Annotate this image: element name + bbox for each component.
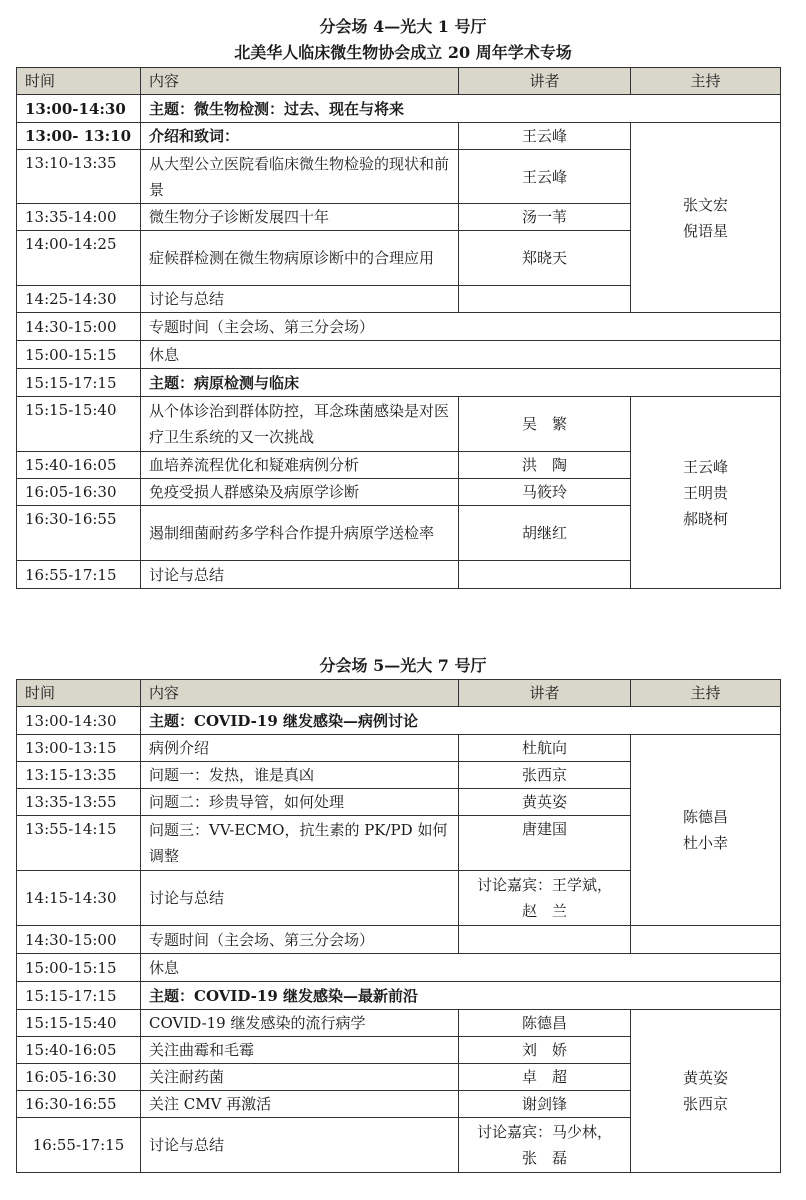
- time-cell: 13:15-13:35: [17, 762, 141, 789]
- content-cell: 讨论与总结: [141, 871, 459, 926]
- content-cell: 讨论与总结: [141, 561, 459, 589]
- content-cell: 血培养流程优化和疑难病例分析: [141, 452, 459, 479]
- speaker-cell: [459, 286, 631, 313]
- table-row: [17, 926, 781, 954]
- time-cell: 14:30-15:00: [17, 313, 141, 341]
- content-cell: 关注耐药菌: [141, 1064, 459, 1091]
- content-cell: 介绍和致词：: [141, 123, 459, 150]
- speaker-cell: 胡继红: [459, 506, 631, 561]
- time-cell: 15:40-16:05: [17, 452, 141, 479]
- time-cell: 13:00-14:30: [17, 707, 141, 735]
- table-row: [17, 397, 781, 452]
- content-cell: 遏制细菌耐药多学科合作提升病原学送检率: [141, 506, 459, 561]
- host-cell: [631, 1010, 781, 1173]
- time-cell: 15:00-15:15: [17, 341, 141, 369]
- table-row: [17, 95, 781, 123]
- header-speaker: 讲者: [459, 680, 631, 707]
- content-cell: 关注曲霉和毛霉: [141, 1037, 459, 1064]
- table-row: [17, 341, 781, 369]
- content-cell: 专题时间（主会场、第三分会场）: [141, 926, 459, 954]
- speaker-cell: 陈德昌: [459, 1010, 631, 1037]
- time-cell: 14:15-14:30: [17, 871, 141, 926]
- time-cell: 14:30-15:00: [17, 926, 141, 954]
- session4-title: 分会场 4—光大 1 号厅: [319, 17, 487, 36]
- time-cell: 13:35-13:55: [17, 789, 141, 816]
- time-cell: 13:00-13:15: [17, 735, 141, 762]
- time-cell: 13:55-14:15: [17, 816, 141, 871]
- theme-cell: 主题：微生物检测：过去、现在与将来: [141, 95, 781, 123]
- session4-subtitle: 北美华人临床微生物协会成立 20 周年学术专场: [234, 43, 572, 62]
- content-cell: 问题三：VV-ECMO，抗生素的 PK/PD 如何调整: [141, 816, 459, 871]
- time-cell: 13:10-13:35: [17, 150, 141, 204]
- time-cell: 15:15-17:15: [17, 369, 141, 397]
- time-cell: 13:35-14:00: [17, 204, 141, 231]
- time-cell: 15:15-15:40: [17, 397, 141, 452]
- table-row: [17, 313, 781, 341]
- host-cell: [631, 397, 781, 589]
- table-row: [17, 954, 781, 982]
- content-cell: 问题二：珍贵导管，如何处理: [141, 789, 459, 816]
- time-cell: 15:15-17:15: [17, 982, 141, 1010]
- header-host: 主持: [631, 680, 781, 707]
- theme-cell: 主题：病原检测与临床: [141, 369, 781, 397]
- header-content: 内容: [141, 680, 459, 707]
- host-name: 王明贵: [682, 483, 728, 502]
- speaker-cell: 刘 娇: [459, 1037, 631, 1064]
- content-cell: 从大型公立医院看临床微生物检验的现状和前景: [141, 150, 459, 204]
- speaker-cell: 王云峰: [459, 123, 631, 150]
- header-row: [17, 68, 781, 95]
- speaker-cell: 谢剑锋: [459, 1091, 631, 1118]
- host-name: 王云峰: [682, 457, 728, 476]
- header-host: 主持: [631, 68, 781, 95]
- theme-cell: 主题：COVID-19 继发感染—病例讨论: [141, 707, 781, 735]
- header-row: [17, 680, 781, 707]
- content-cell: 问题一：发热，谁是真凶: [141, 762, 459, 789]
- content-cell: 免疫受损人群感染及病原学诊断: [141, 479, 459, 506]
- speaker-cell: 马筱玲: [459, 479, 631, 506]
- speaker-cell: 黄英姿: [459, 789, 631, 816]
- host-cell: [631, 735, 781, 926]
- speaker-cell: 王云峰: [459, 150, 631, 204]
- time-cell: 15:00-15:15: [17, 954, 141, 982]
- table-row: [17, 1010, 781, 1037]
- table-row: [17, 735, 781, 762]
- speaker-cell: 杜航向: [459, 735, 631, 762]
- content-cell: COVID-19 继发感染的流行病学: [141, 1010, 459, 1037]
- speaker-cell: 张西京: [459, 762, 631, 789]
- header-time: 时间: [17, 680, 141, 707]
- host-cell: [631, 926, 781, 954]
- content-cell: 讨论与总结: [141, 286, 459, 313]
- content-cell: 病例介绍: [141, 735, 459, 762]
- host-name: 陈德昌: [682, 808, 728, 826]
- content-cell: 关注 CMV 再激活: [141, 1091, 459, 1118]
- time-cell: 14:00-14:25: [17, 231, 141, 286]
- content-cell: 微生物分子诊断发展四十年: [141, 204, 459, 231]
- speaker-cell: 郑晓天: [459, 231, 631, 286]
- time-cell: 16:30-16:55: [17, 1091, 141, 1118]
- host-name: 张西京: [682, 1095, 728, 1113]
- session4-table: [16, 67, 781, 589]
- speaker-cell: 洪 陶: [459, 452, 631, 479]
- host-name: 郝晓柯: [682, 509, 728, 528]
- time-cell: 15:40-16:05: [17, 1037, 141, 1064]
- header-content: 内容: [141, 68, 459, 95]
- time-cell: 16:55-17:15: [17, 561, 141, 589]
- host-name: 张文宏: [682, 195, 728, 214]
- content-cell: 休息: [141, 954, 781, 982]
- host-name: 杜小幸: [682, 834, 728, 852]
- table-row: [17, 369, 781, 397]
- table-row: [17, 982, 781, 1010]
- host-name: 倪语星: [682, 221, 728, 240]
- header-time: 时间: [17, 68, 141, 95]
- speaker-cell: 唐建国: [459, 816, 631, 871]
- theme-cell: 主题：COVID-19 继发感染—最新前沿: [141, 982, 781, 1010]
- time-cell: 16:05-16:30: [17, 1064, 141, 1091]
- content-cell: 专题时间（主会场、第三分会场）: [141, 313, 781, 341]
- speaker-cell: 讨论嘉宾：马少林，张 磊: [459, 1118, 631, 1173]
- time-cell: 13:00-14:30: [17, 95, 141, 123]
- host-cell: [631, 123, 781, 313]
- host-name: 黄英姿: [682, 1069, 728, 1087]
- speaker-cell: 吴 繁: [459, 397, 631, 452]
- speaker-cell: [459, 926, 631, 954]
- session5-table: [16, 679, 781, 1173]
- table-row: [17, 707, 781, 735]
- time-cell: 14:25-14:30: [17, 286, 141, 313]
- time-cell: 16:55-17:15: [17, 1118, 141, 1173]
- header-speaker: 讲者: [459, 68, 631, 95]
- content-cell: 症候群检测在微生物病原诊断中的合理应用: [141, 231, 459, 286]
- content-cell: 休息: [141, 341, 781, 369]
- table-row: [17, 123, 781, 150]
- speaker-cell: 卓 超: [459, 1064, 631, 1091]
- time-cell: 16:30-16:55: [17, 506, 141, 561]
- speaker-cell: 汤一苇: [459, 204, 631, 231]
- time-cell: 13:00- 13:10: [17, 123, 141, 150]
- content-cell: 讨论与总结: [141, 1118, 459, 1173]
- speaker-cell: [459, 561, 631, 589]
- speaker-cell: 讨论嘉宾：王学斌，赵 兰: [459, 871, 631, 926]
- time-cell: 16:05-16:30: [17, 479, 141, 506]
- time-cell: 15:15-15:40: [17, 1010, 141, 1037]
- content-cell: 从个体诊治到群体防控，耳念珠菌感染是对医疗卫生系统的又一次挑战: [141, 397, 459, 452]
- session5-title: 分会场 5—光大 7 号厅: [319, 656, 487, 675]
